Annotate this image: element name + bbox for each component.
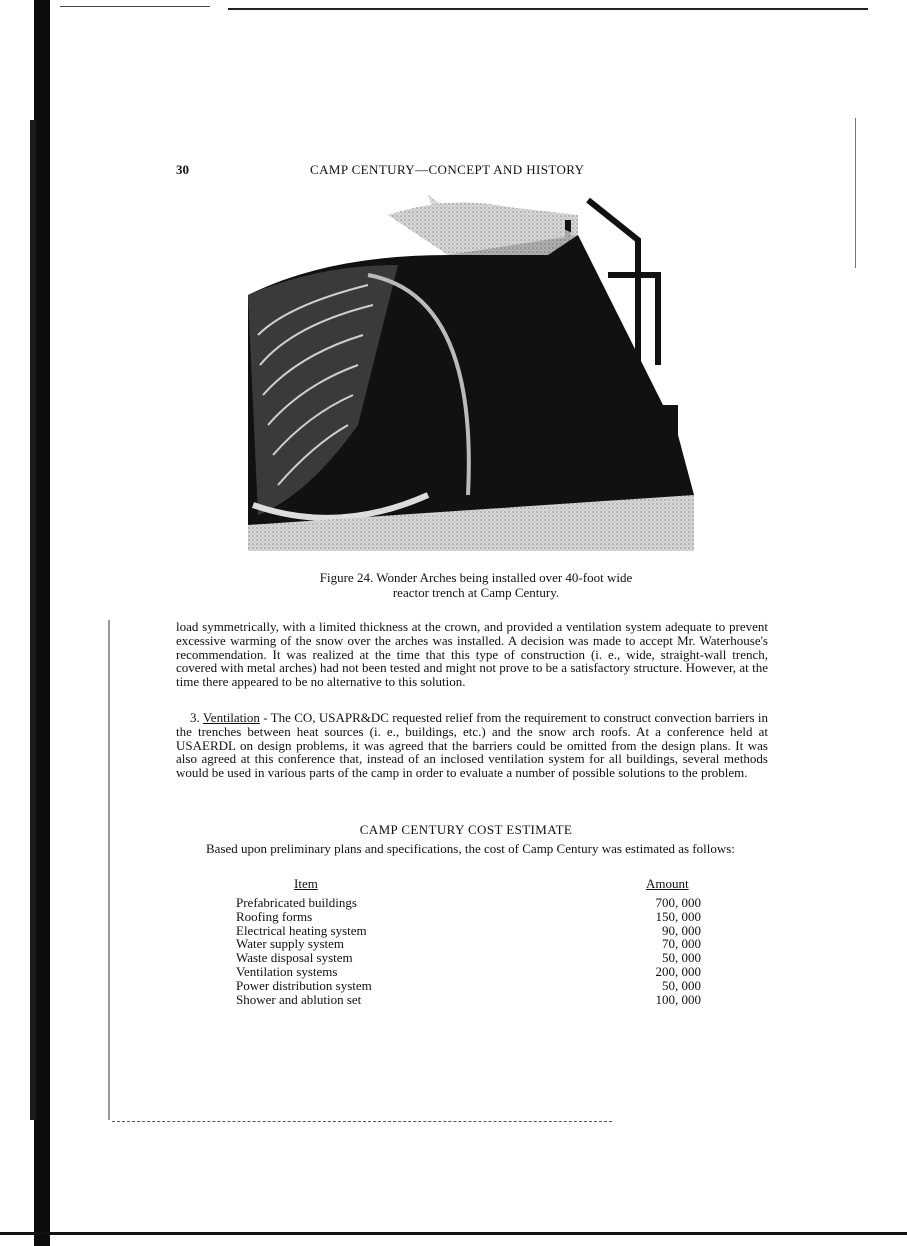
right-margin-mark (855, 118, 856, 268)
left-margin-line (108, 620, 110, 1120)
top-scan-rule (228, 8, 868, 10)
row-amount: 50, 000 (662, 977, 701, 993)
page-number: 30 (176, 162, 189, 177)
paragraph-arches: load symmetrically, with a limited thickness at the crown, and provided a ventilation system adequate to prevent excessive warming of the snow over the arches was installed. A decision was made to accept Mr. Waterhouse's recommendation. It was realized at the time that this type of construction (i. e., wide, straight-wall trench, covered with metal arches) had not been tested and might not prove to be a satisfactory structure. However, at the time there appeared to be no alternative to this solution. (176, 619, 768, 690)
cost-rows (236, 896, 716, 1006)
page-base-rule (0, 1232, 907, 1235)
figure-caption (176, 570, 776, 600)
table-row (236, 993, 716, 1007)
row-amount: 50, 000 (662, 950, 701, 966)
row-item: Shower and ablution set (236, 991, 362, 1007)
binding-edge (34, 0, 50, 1246)
row-item: Waste disposal system (236, 950, 353, 966)
ventilation-text: - The CO, USAPR&DC requested relief from the requirement to construct convection barriers in the trenches between heat sources (i. e., buildings, etc.) and the snow arch roofs. At a conference held at USAERDL on design problems, it was agreed that the barriers could be omitted from the design plans. It was also agreed at this conference that, instead of an inclosed ventilation system for all buildings, several methods would be used in various parts of the camp in order to evaluate a number of possible solutions to the problem. (176, 710, 769, 781)
row-amount: 700, 000 (655, 895, 701, 910)
row-item: Prefabricated buildings (236, 895, 357, 910)
wonder-arches-photo (248, 195, 694, 551)
amount-column-header: Amount (646, 876, 689, 891)
table-row (236, 979, 716, 993)
running-title: CAMP CENTURY—CONCEPT AND HISTORY (310, 162, 585, 177)
row-amount: 90, 000 (662, 922, 701, 938)
row-item: Ventilation systems (236, 963, 338, 979)
table-row (236, 937, 716, 951)
row-amount: 200, 000 (655, 963, 701, 979)
paragraph-ventilation (176, 711, 768, 780)
caption-line-1: Figure 24. Wonder Arches being installed over 40-foot wide (319, 570, 633, 585)
row-amount: 70, 000 (662, 936, 701, 952)
row-amount: 100, 000 (655, 991, 701, 1007)
row-item: Electrical heating system (236, 922, 367, 938)
row-item: Roofing forms (236, 908, 313, 924)
row-amount: 150, 000 (655, 908, 701, 924)
row-item: Water supply system (236, 936, 344, 952)
ventilation-heading: Ventilation (202, 710, 260, 725)
table-row (236, 965, 716, 979)
binding-shadow (30, 120, 36, 1120)
row-item: Power distribution system (236, 977, 372, 993)
item-number: 3. (190, 710, 200, 725)
bottom-scan-rule (112, 1121, 612, 1123)
top-scan-rule-left (60, 6, 210, 7)
caption-line-2: reactor trench at Camp Century. (392, 585, 560, 600)
table-row (236, 910, 716, 924)
item-column-header: Item (294, 876, 318, 891)
cost-estimate-title: CAMP CENTURY COST ESTIMATE (359, 822, 573, 837)
table-row (236, 896, 716, 910)
table-row (236, 951, 716, 965)
cost-intro: Based upon preliminary plans and specifications, the cost of Camp Century was estimated as follows: (206, 841, 735, 856)
table-row (236, 924, 716, 938)
